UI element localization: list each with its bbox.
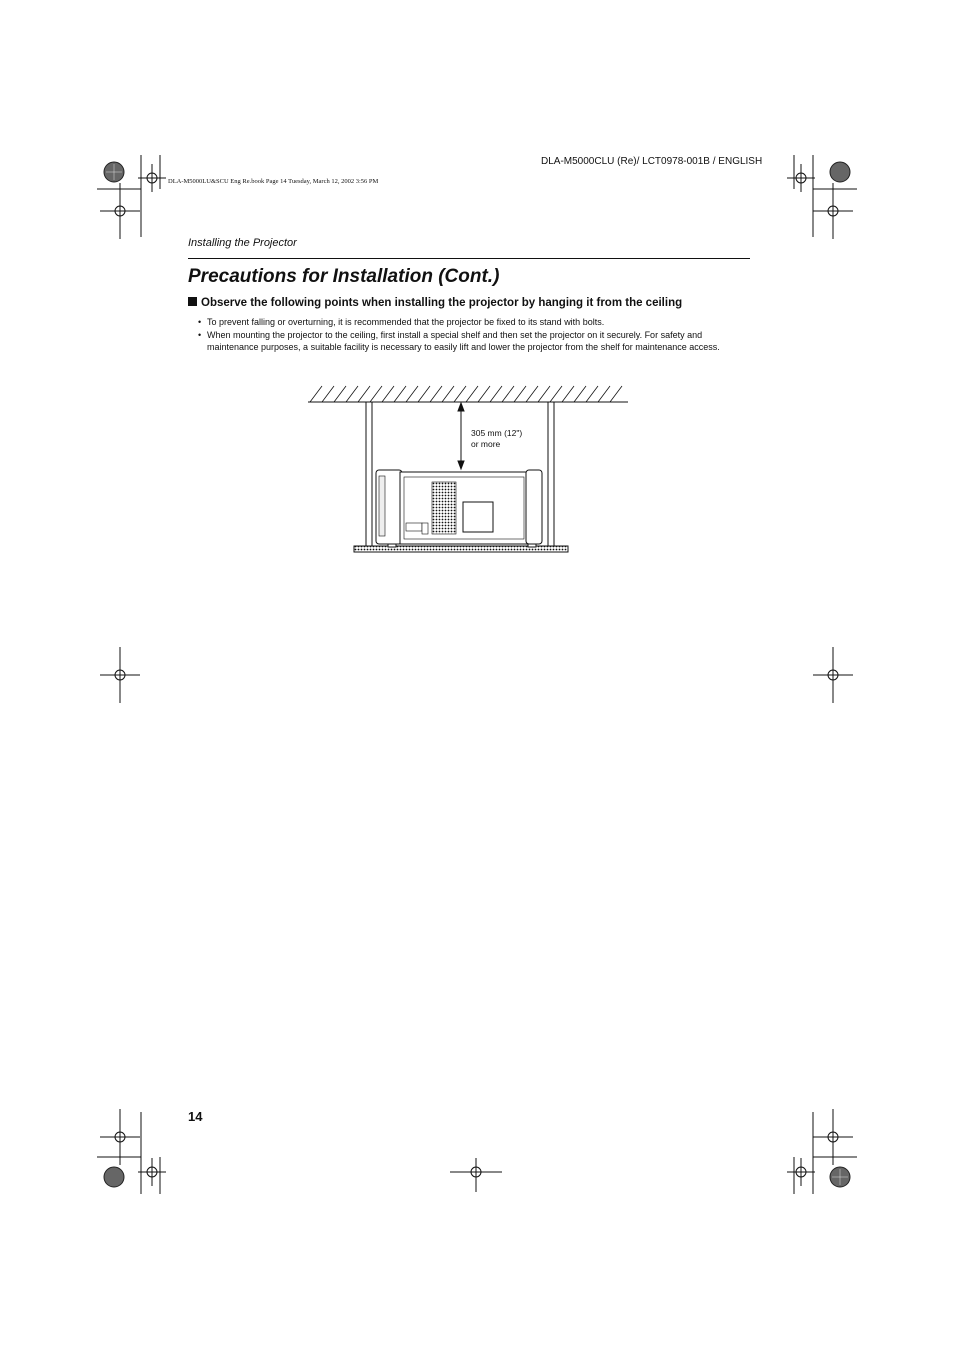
ceiling-mount-diagram	[300, 380, 640, 565]
book-file-line: DLA-M5000LU&SCU Eng Re.book Page 14 Tuesday, March 12, 2002 3:56 PM	[168, 178, 379, 185]
subheading-text: Observe the following points when installing the projector by hanging it from the ceiling	[201, 297, 683, 309]
clearance-arrow	[458, 403, 464, 469]
bullet-item: • To prevent falling or overturning, it is recommended that the projector be fixed to its stand with bolts.	[198, 316, 750, 329]
bullet-item: • When mounting the projector to the ceiling, first install a special shelf and then set the projector on it securely. For safety and maintenance purposes, a suitable facility is necessary to easily lift and lower the projector from the shelf for maintenance access.	[198, 329, 750, 354]
ceiling	[308, 386, 628, 402]
subheading	[188, 297, 682, 309]
clearance-label: 305 mm (12")	[471, 428, 523, 438]
projector	[376, 470, 542, 547]
document-id: DLA-M5000CLU (Re)/ LCT0978-001B / ENGLISH	[541, 156, 763, 167]
page-title: Precautions for Installation (Cont.)	[188, 266, 500, 287]
page-number: 14	[188, 1109, 203, 1124]
square-bullet-icon	[188, 297, 197, 306]
section-title: Installing the Projector	[188, 237, 297, 249]
bullet-list	[198, 316, 750, 354]
clearance-label: or more	[471, 439, 501, 449]
header-rule	[188, 258, 750, 259]
